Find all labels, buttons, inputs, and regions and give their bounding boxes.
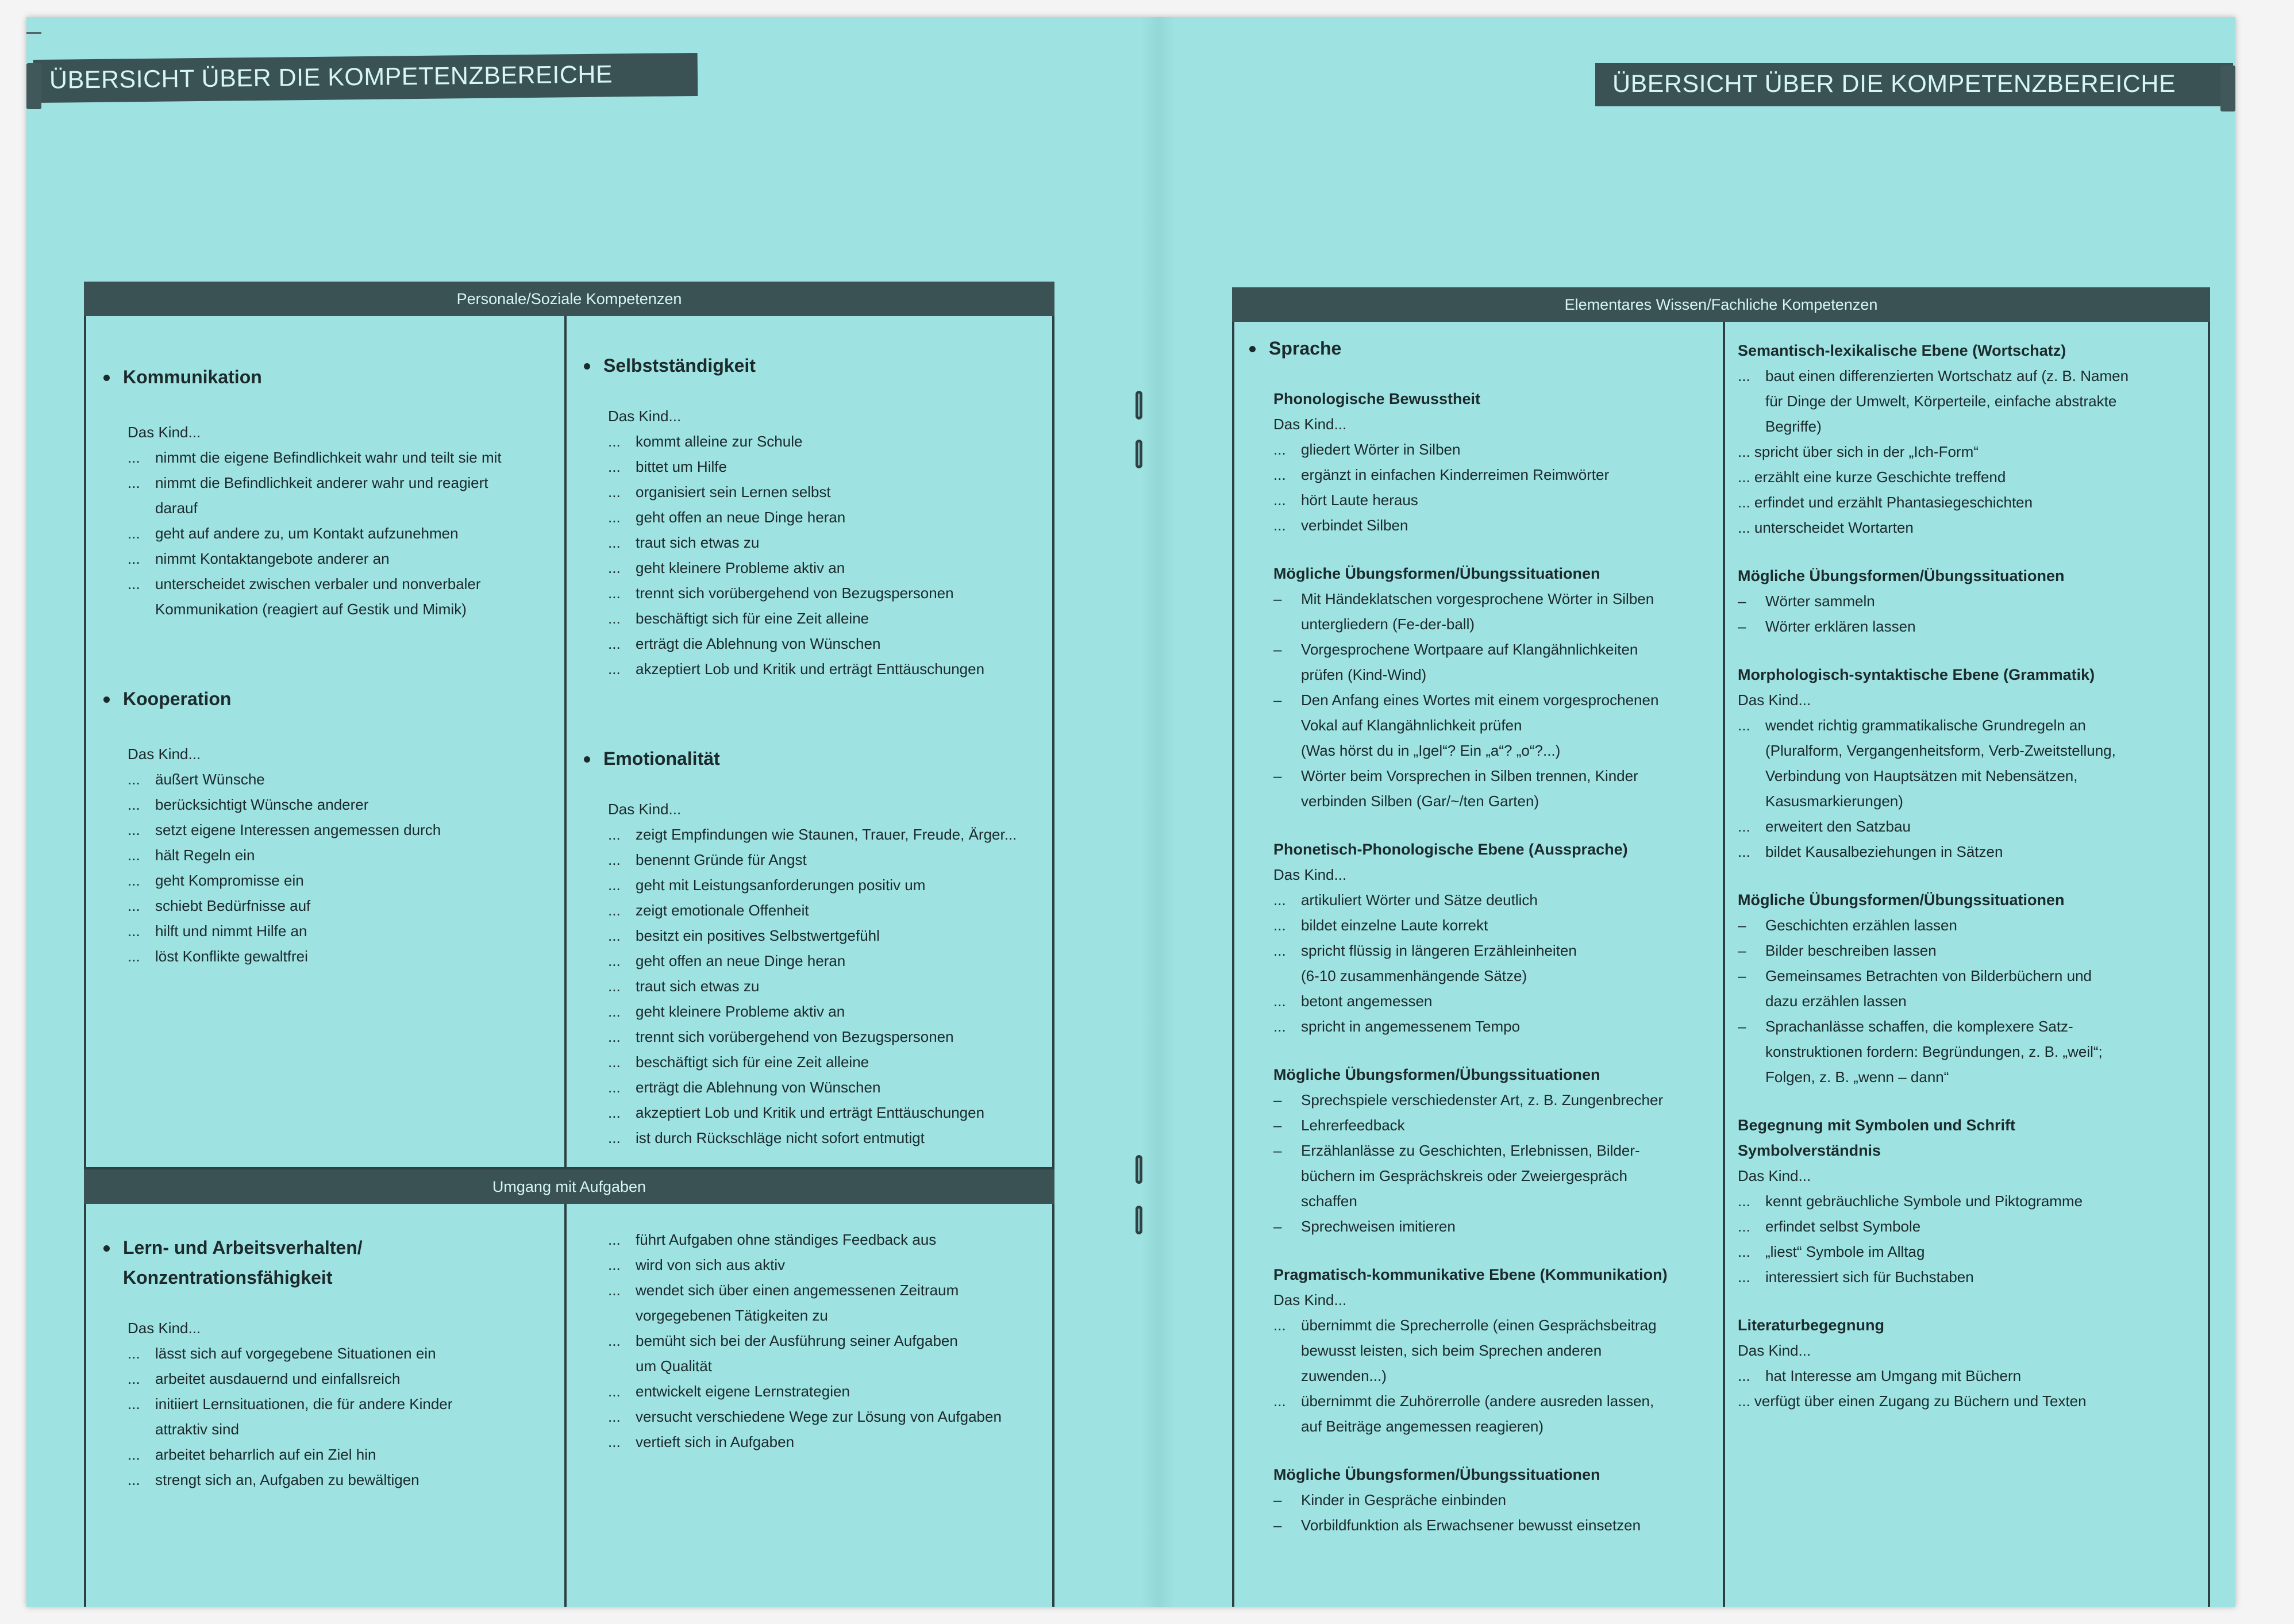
pragmatik-heading: Pragmatisch-kommunikative Ebene (Kommunikation) <box>1273 1266 1668 1283</box>
list-item: ... baut einen differenzierten Wortschatz auf (z. B. Namen <box>1738 367 2129 384</box>
list-item: zuwenden...) <box>1301 1367 1387 1384</box>
page-mark <box>26 32 41 34</box>
list-item: ... verfügt über einen Zugang zu Büchern und Texten <box>1738 1392 2087 1410</box>
personal-social-panel <box>84 282 1054 1169</box>
binder-clip-right <box>2220 66 2235 111</box>
kommunikation-intro: Das Kind... <box>128 424 201 441</box>
uebung-list-5 <box>1738 913 2203 1090</box>
selbststaendigkeit-list <box>580 429 1046 682</box>
kooperation-intro: Das Kind... <box>128 745 201 763</box>
list-item: auf Beiträge angemessen reagieren) <box>1301 1418 1544 1435</box>
list-item: – Geschichten erzählen lassen <box>1738 917 1957 934</box>
list-item: ... artikuliert Wörter und Sätze deutlich <box>1273 891 1538 909</box>
list-item: – Lehrerfeedback <box>1273 1117 1405 1134</box>
list-item: ... geht kleinere Probleme aktiv an <box>608 1003 845 1020</box>
list-item: ... löst Konflikte gewaltfrei <box>128 948 308 965</box>
list-item: ... hat Interesse am Umgang mit Büchern <box>1738 1367 2022 1384</box>
gutter-shadow <box>1141 17 1176 1607</box>
column-divider <box>1723 322 1725 1607</box>
knowledge-panel <box>1232 287 2210 1607</box>
list-item: Kommunikation (reagiert auf Gestik und Mimik) <box>155 601 467 618</box>
list-item: ... erzählt eine kurze Geschichte treffend <box>1738 468 2006 486</box>
list-item: ... kennt gebräuchliche Symbole und Piktogramme <box>1738 1192 2083 1210</box>
symbolverstaendnis-heading: Symbolverständnis <box>1738 1142 1881 1159</box>
list-item: ... hört Laute heraus <box>1273 491 1418 509</box>
list-item: bewusst leisten, sich beim Sprechen anderen <box>1301 1342 1602 1359</box>
tasks-right-list <box>580 1227 1046 1454</box>
list-item: ... bemüht sich bei der Ausführung seiner Aufgaben <box>608 1332 958 1349</box>
list-item: ... erfindet und erzählt Phantasiegeschichten <box>1738 494 2033 511</box>
list-item: ... nimmt die eigene Befindlichkeit wahr und teilt sie mit <box>128 449 502 466</box>
list-item: ... erträgt die Ablehnung von Wünschen <box>608 635 881 652</box>
list-item: Folgen, z. B. „wenn – dann“ <box>1765 1068 1949 1086</box>
list-item: ... übernimmt die Sprecherrolle (einen Gesprächsbeitrag <box>1273 1317 1657 1334</box>
uebung-heading-2: Mögliche Übungsformen/Übungssituationen <box>1273 1066 1600 1083</box>
list-item: – Mit Händeklatschen vorgesprochene Wörter in Silben <box>1273 590 1654 607</box>
kommunikation-list <box>100 445 554 622</box>
uebung-heading-3: Mögliche Übungsformen/Übungssituationen <box>1273 1466 1600 1483</box>
literatur-intro: Das Kind... <box>1738 1342 1811 1359</box>
list-item: – Bilder beschreiben lassen <box>1738 942 1937 959</box>
list-item: ... gliedert Wörter in Silben <box>1273 441 1461 458</box>
knowledge-left-column <box>1246 333 1714 1538</box>
phonetik-list <box>1246 887 1714 1039</box>
kooperation-list <box>100 767 554 969</box>
tasks-panel <box>84 1169 1054 1607</box>
uebung-heading-4: Mögliche Übungsformen/Übungssituationen <box>1738 567 2065 584</box>
morphologie-intro: Das Kind... <box>1738 691 1811 709</box>
pragmatik-list <box>1246 1313 1714 1439</box>
list-item: ... lässt sich auf vorgegebene Situationen ein <box>128 1345 436 1362</box>
knowledge-right-column <box>1738 338 2203 1414</box>
list-item: ... hilft und nimmt Hilfe an <box>128 922 307 940</box>
column-divider <box>564 1204 567 1607</box>
list-item: Vokal auf Klangähnlichkeit prüfen <box>1301 717 1522 734</box>
list-item: ... beschäftigt sich für eine Zeit alleine <box>608 1053 869 1071</box>
list-item: – Sprechspiele verschiedenster Art, z. B. Zungenbrecher <box>1273 1091 1664 1109</box>
list-item: untergliedern (Fe-der-ball) <box>1301 615 1475 633</box>
list-item: ... interessiert sich für Buchstaben <box>1738 1268 1974 1286</box>
list-item: konstruktionen fordern: Begründungen, z. B. „weil“; <box>1765 1043 2103 1060</box>
list-item: ... wendet sich über einen angemessenen Zeitraum <box>608 1282 959 1299</box>
list-item: ... wird von sich aus aktiv <box>608 1256 786 1273</box>
list-item: ... berücksichtigt Wünsche anderer <box>128 796 369 813</box>
list-item: ... bildet Kausalbeziehungen in Sätzen <box>1738 843 2003 860</box>
right-page-title: ÜBERSICHT ÜBER DIE KOMPETENZBEREICHE <box>1595 63 2233 106</box>
uebung-heading-1: Mögliche Übungsformen/Übungssituationen <box>1273 565 1600 582</box>
lernverhalten-list <box>100 1341 554 1492</box>
list-item: ... äußert Wünsche <box>128 771 265 788</box>
list-item: ... bittet um Hilfe <box>608 458 727 475</box>
list-item: – Wörter beim Vorsprechen in Silben trennen, Kinder <box>1273 767 1638 784</box>
list-item: Begriffe) <box>1765 418 1822 435</box>
symbole-list <box>1738 1188 2203 1290</box>
list-item: ... „liest“ Symbole im Alltag <box>1738 1243 1925 1260</box>
symbole-intro: Das Kind... <box>1738 1167 1811 1184</box>
list-item: ... traut sich etwas zu <box>608 534 760 551</box>
list-item: ... bildet einzelne Laute korrekt <box>1273 917 1488 934</box>
staple-top-a <box>1136 391 1142 420</box>
morphologie-list <box>1738 713 2203 864</box>
list-item: ... unterscheidet Wortarten <box>1738 519 1914 536</box>
lernverhalten-intro: Das Kind... <box>128 1319 201 1337</box>
personal-right-column <box>580 351 1046 1150</box>
list-item: ... hält Regeln ein <box>128 846 255 864</box>
list-item: Verbindung von Hauptsätzen mit Nebensätzen, <box>1765 767 2078 784</box>
emotionalitaet-list <box>580 822 1046 1150</box>
list-item: ... schiebt Bedürfnisse auf <box>128 897 311 914</box>
list-item: ... arbeitet beharrlich auf ein Ziel hin <box>128 1446 376 1463</box>
list-item: – Kinder in Gespräche einbinden <box>1273 1491 1507 1508</box>
list-item: ... spricht in angemessenem Tempo <box>1273 1018 1521 1035</box>
list-item: attraktiv sind <box>155 1421 239 1438</box>
list-item: ... nimmt die Befindlichkeit anderer wahr und reagiert <box>128 474 488 491</box>
list-item: ... benennt Gründe für Angst <box>608 851 807 868</box>
list-item: ... arbeitet ausdauernd und einfallsreich <box>128 1370 401 1387</box>
list-item: – Sprechweisen imitieren <box>1273 1218 1456 1235</box>
uebung-list-3 <box>1246 1487 1714 1538</box>
list-item: – Sprachanlässe schaffen, die komplexere Satz- <box>1738 1018 2073 1035</box>
left-page-title: ÜBERSICHT ÜBER DIE KOMPETENZBEREICHE <box>33 53 698 103</box>
kommunikation-title: Kommunikation <box>100 362 554 392</box>
list-item: ... akzeptiert Lob und Kritik und erträgt Enttäuschungen <box>608 660 985 678</box>
phonetik-intro: Das Kind... <box>1273 866 1347 883</box>
list-item: ... erträgt die Ablehnung von Wünschen <box>608 1079 881 1096</box>
list-item: ... geht offen an neue Dinge heran <box>608 509 846 526</box>
list-item: darauf <box>155 499 198 517</box>
list-item: ... spricht flüssig in längeren Erzähleinheiten <box>1273 942 1577 959</box>
list-item: – Gemeinsames Betrachten von Bilderbüchern und <box>1738 967 2092 984</box>
tasks-left-column <box>100 1233 554 1492</box>
personal-left-column <box>100 362 554 969</box>
list-item: ... setzt eigene Interessen angemessen durch <box>128 821 441 838</box>
list-item: ... traut sich etwas zu <box>608 978 760 995</box>
morphologie-heading: Morphologisch-syntaktische Ebene (Grammatik) <box>1738 666 2095 683</box>
staple-bottom-b <box>1136 1206 1142 1234</box>
list-item: ... organisiert sein Lernen selbst <box>608 483 831 501</box>
symbole-heading: Begegnung mit Symbolen und Schrift <box>1738 1117 2016 1134</box>
pragmatik-intro: Das Kind... <box>1273 1291 1347 1309</box>
list-item: – Den Anfang eines Wortes mit einem vorgesprochenen <box>1273 691 1659 709</box>
list-item: ... ergänzt in einfachen Kinderreimen Reimwörter <box>1273 466 1610 483</box>
list-item: ... trennt sich vorübergehend von Bezugspersonen <box>608 584 954 602</box>
list-item: – Vorgesprochene Wortpaare auf Klangähnlichkeiten <box>1273 641 1638 658</box>
list-item: schaffen <box>1301 1192 1357 1210</box>
list-item: ... beschäftigt sich für eine Zeit alleine <box>608 610 869 627</box>
list-item: – Wörter sammeln <box>1738 592 1875 610</box>
list-item: ... versucht verschiedene Wege zur Lösung von Aufgaben <box>608 1408 1002 1425</box>
phonetik-heading: Phonetisch-Phonologische Ebene (Aussprache) <box>1273 841 1628 858</box>
list-item: für Dinge der Umwelt, Körperteile, einfache abstrakte <box>1765 392 2117 410</box>
list-item: ... zeigt emotionale Offenheit <box>608 902 809 919</box>
semantik-heading: Semantisch-lexikalische Ebene (Wortschatz) <box>1738 342 2066 359</box>
list-item: prüfen (Kind-Wind) <box>1301 666 1427 683</box>
uebung-list-4 <box>1738 588 2203 639</box>
tasks-header: Umgang mit Aufgaben <box>84 1169 1054 1204</box>
phonologie-list <box>1246 437 1714 538</box>
list-item: ... betont angemessen <box>1273 992 1433 1010</box>
tasks-right-column <box>580 1227 1046 1454</box>
kooperation-title: Kooperation <box>100 684 554 714</box>
phonologie-heading: Phonologische Bewusstheit <box>1273 390 1481 407</box>
binder-clip-left <box>26 63 41 109</box>
list-item: (6-10 zusammenhängende Sätze) <box>1301 967 1527 984</box>
phonologie-intro: Das Kind... <box>1273 415 1347 433</box>
column-divider <box>564 316 567 1167</box>
list-item: dazu erzählen lassen <box>1765 992 1907 1010</box>
list-item: ... geht Kompromisse ein <box>128 872 304 889</box>
personal-social-header: Personale/Soziale Kompetenzen <box>84 282 1054 316</box>
list-item: ... unterscheidet zwischen verbaler und nonverbaler <box>128 575 481 592</box>
list-item: ... entwickelt eigene Lernstrategien <box>608 1383 850 1400</box>
list-item: (Was hörst du in „Igel“? Ein „a“? „o“?...) <box>1301 742 1561 759</box>
list-item: ... initiiert Lernsituationen, die für andere Kinder <box>128 1395 453 1413</box>
list-item: ... wendet richtig grammatikalische Grundregeln an <box>1738 717 2086 734</box>
list-item: ... zeigt Empfindungen wie Staunen, Trauer, Freude, Ärger... <box>608 826 1017 843</box>
list-item: ... vertieft sich in Aufgaben <box>608 1433 795 1450</box>
lernverhalten-title-line2: Konzentrationsfähigkeit <box>123 1267 333 1288</box>
semantik-list <box>1738 363 2203 540</box>
uebung-list-2 <box>1246 1087 1714 1239</box>
knowledge-header: Elementares Wissen/Fachliche Kompetenzen <box>1232 287 2210 322</box>
uebung-heading-5: Mögliche Übungsformen/Übungssituationen <box>1738 891 2065 909</box>
list-item: ... geht mit Leistungsanforderungen positiv um <box>608 876 926 894</box>
emotionalitaet-title: Emotionalität <box>580 744 1046 773</box>
list-item: ... strengt sich an, Aufgaben zu bewältigen <box>128 1471 419 1488</box>
list-item: ... trennt sich vorübergehend von Bezugspersonen <box>608 1028 954 1045</box>
list-item: vorgegebenen Tätigkeiten zu <box>636 1307 828 1324</box>
list-item: büchern im Gesprächskreis oder Zweiergespräch <box>1301 1167 1627 1184</box>
list-item: ... führt Aufgaben ohne ständiges Feedback aus <box>608 1231 937 1248</box>
list-item: ... kommt alleine zur Schule <box>608 433 803 450</box>
list-item: um Qualität <box>636 1357 712 1375</box>
list-item: ... ist durch Rückschläge nicht sofort entmutigt <box>608 1129 925 1146</box>
list-item: – Erzählanlässe zu Geschichten, Erlebnissen, Bilder- <box>1273 1142 1640 1159</box>
literatur-heading: Literaturbegegnung <box>1738 1317 1884 1334</box>
literatur-list <box>1738 1363 2203 1414</box>
lernverhalten-title: Lern- und Arbeitsverhalten/ <box>100 1233 554 1263</box>
sprache-title: Sprache <box>1246 333 1714 363</box>
list-item: Kasusmarkierungen) <box>1765 792 1903 810</box>
list-item: ... spricht über sich in der „Ich-Form“ <box>1738 443 1979 460</box>
staple-bottom-a <box>1136 1155 1142 1184</box>
list-item: ... verbindet Silben <box>1273 517 1408 534</box>
list-item: (Pluralform, Vergangenheitsform, Verb-Zweitstellung, <box>1765 742 2116 759</box>
selbststaendigkeit-title: Selbstständigkeit <box>580 351 1046 380</box>
uebung-list-1 <box>1246 586 1714 814</box>
list-item: ... erweitert den Satzbau <box>1738 818 1911 835</box>
list-item: ... geht offen an neue Dinge heran <box>608 952 846 969</box>
list-item: ... nimmt Kontaktangebote anderer an <box>128 550 390 567</box>
list-item: ... akzeptiert Lob und Kritik und erträgt Enttäuschungen <box>608 1104 985 1121</box>
list-item: ... übernimmt die Zuhörerrolle (andere ausreden lassen, <box>1273 1392 1654 1410</box>
list-item: ... geht auf andere zu, um Kontakt aufzunehmen <box>128 525 459 542</box>
list-item: ... geht kleinere Probleme aktiv an <box>608 559 845 576</box>
list-item: ... erfindet selbst Symbole <box>1738 1218 1921 1235</box>
list-item: – Vorbildfunktion als Erwachsener bewusst einsetzen <box>1273 1517 1641 1534</box>
staple-top-b <box>1136 440 1142 468</box>
selbststaendigkeit-intro: Das Kind... <box>608 407 682 425</box>
emotionalitaet-intro: Das Kind... <box>608 801 682 818</box>
brochure-spread <box>26 17 2235 1607</box>
list-item: verbinden Silben (Gar/~/ten Garten) <box>1301 792 1539 810</box>
list-item: ... besitzt ein positives Selbstwertgefühl <box>608 927 880 944</box>
list-item: – Wörter erklären lassen <box>1738 618 1916 635</box>
